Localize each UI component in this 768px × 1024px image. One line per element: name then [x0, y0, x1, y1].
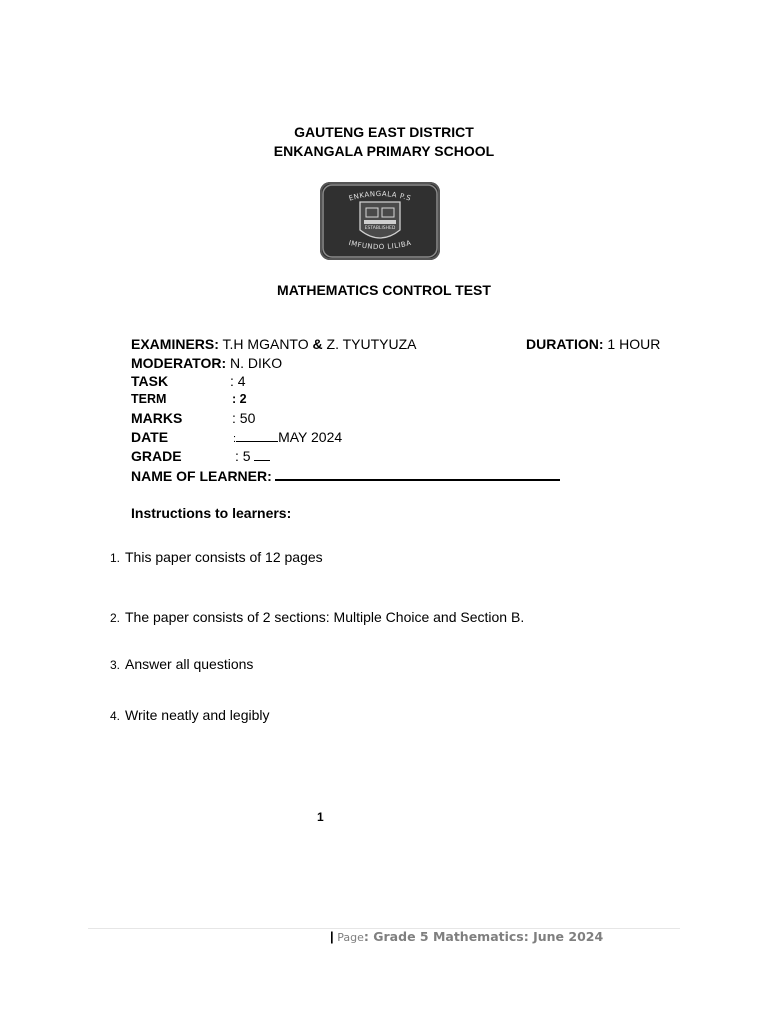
examiners-line	[131, 336, 417, 352]
page-number: 1	[317, 810, 324, 824]
duration-label: DURATION:	[526, 336, 604, 352]
moderator-label: MODERATOR:	[131, 355, 227, 371]
instruction-text: Answer all questions	[125, 656, 254, 672]
school-crest-icon	[320, 182, 440, 260]
task-label: TASK	[131, 373, 169, 389]
test-title: MATHEMATICS CONTROL TEST	[277, 282, 491, 298]
footer-title: : Grade 5 Mathematics: June 2024	[363, 929, 604, 944]
instruction-text: The paper consists of 2 sections: Multiple Choice and Section B.	[125, 609, 525, 625]
date-colon: :	[233, 433, 237, 445]
logo-motto-text: IMFUNDO LILIBA	[347, 238, 413, 252]
examiner-2: Z. TYUTYUZA	[326, 336, 417, 352]
date-label: DATE	[131, 429, 169, 445]
moderator-line	[131, 355, 282, 371]
marks-label: MARKS	[131, 410, 183, 426]
examiners-label: EXAMINERS:	[131, 336, 219, 352]
term-value: : 2	[232, 392, 247, 406]
footer-bar: |	[330, 929, 334, 944]
marks-value: : 50	[232, 410, 256, 426]
grade-value: : 5	[235, 448, 251, 464]
instruction-number: 3.	[109, 658, 120, 672]
instruction-item	[106, 707, 269, 725]
logo-middle-text: ESTABLISHED	[364, 226, 396, 231]
learner-name-field[interactable]	[131, 467, 560, 484]
instructions-heading: Instructions to learners:	[131, 505, 292, 521]
footer-page-label: Page	[337, 931, 364, 944]
instruction-item	[106, 656, 253, 674]
task-value: : 4	[230, 373, 246, 389]
page-footer	[330, 929, 603, 944]
term-label: TERM	[131, 392, 167, 406]
instruction-number: 4.	[109, 709, 120, 723]
examiner-1: T.H MGANTO	[222, 336, 309, 352]
learner-name-label: NAME OF LEARNER:	[131, 468, 272, 484]
date-day-blank[interactable]	[236, 441, 278, 442]
grade-label: GRADE	[131, 448, 182, 464]
moderator-value: N. DIKO	[230, 355, 283, 371]
instruction-number: 1.	[109, 551, 120, 565]
school-logo	[320, 182, 440, 260]
grade-blank	[254, 460, 270, 461]
district-heading: GAUTENG EAST DISTRICT	[294, 124, 474, 140]
school-heading: ENKANGALA PRIMARY SCHOOL	[273, 143, 495, 159]
date-field[interactable]	[233, 429, 342, 445]
instruction-item	[106, 549, 323, 567]
instruction-text: Write neatly and legibly	[125, 707, 270, 723]
logo-top-text: ENKANGALA P.S	[347, 189, 413, 203]
instruction-text: This paper consists of 12 pages	[125, 549, 323, 565]
grade-field	[235, 448, 270, 464]
instruction-item	[106, 609, 524, 627]
examiners-amp: &	[312, 336, 323, 352]
learner-name-blank[interactable]	[275, 467, 560, 481]
date-value: MAY 2024	[278, 429, 343, 445]
duration-line	[526, 336, 660, 352]
duration-value: 1 HOUR	[607, 336, 661, 352]
instruction-number: 2.	[109, 611, 120, 625]
